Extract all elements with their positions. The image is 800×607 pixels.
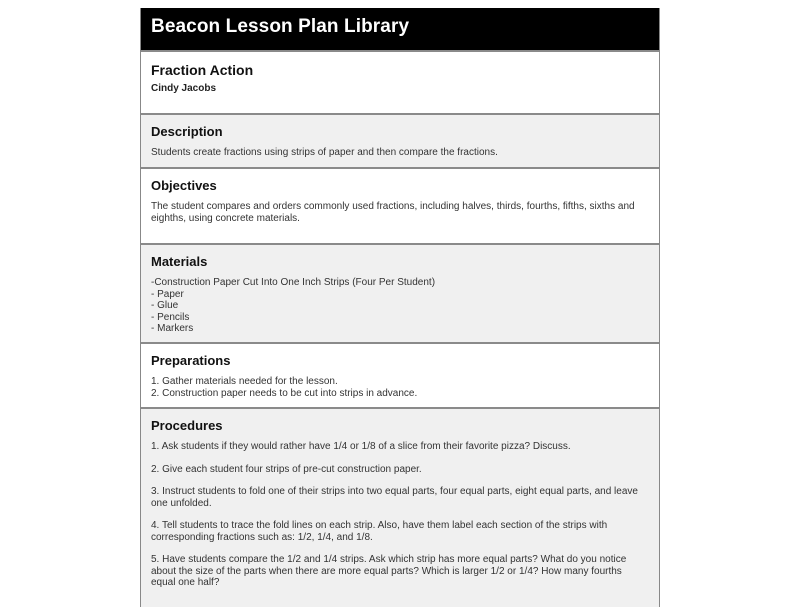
materials-heading: Materials — [151, 254, 208, 269]
preparations-section — [141, 342, 659, 407]
lesson-author: Cindy Jacobs — [151, 83, 217, 94]
preparations-list — [151, 376, 649, 399]
objectives-text: The student compares and orders commonly used fractions, including halves, thirds, fourths, fifths, sixths and eighths, using concrete materials. — [151, 201, 635, 224]
procedures-heading: Procedures — [151, 418, 223, 433]
description-heading: Description — [151, 124, 223, 139]
objectives-section — [141, 167, 659, 243]
materials-item: -Construction Paper Cut Into One Inch Strips (Four Per Student) — [151, 277, 436, 288]
procedures-section — [141, 407, 659, 607]
site-banner — [141, 8, 659, 50]
description-section — [141, 113, 659, 167]
preparations-heading: Preparations — [151, 353, 231, 368]
materials-item: - Paper — [151, 288, 184, 300]
materials-section — [141, 243, 659, 342]
description-text: Students create fractions using strips of paper and then compare the fractions. — [151, 147, 498, 158]
objectives-heading: Objectives — [151, 178, 217, 193]
preparations-item: 1. Gather materials needed for the lesson. — [151, 376, 338, 387]
materials-item: - Markers — [151, 323, 194, 334]
materials-list — [151, 277, 649, 335]
lesson-title-section — [141, 50, 659, 113]
lesson-plan-page — [140, 8, 660, 607]
procedure-step: 4. Tell students to trace the fold lines on each strip. Also, have them label each section of the strips with corresponding fractions such as: 1/2, 1/4, and 1/8. — [151, 520, 608, 543]
materials-item: - Pencils — [151, 311, 190, 323]
site-title: Beacon Lesson Plan Library — [151, 16, 410, 37]
preparations-item: 2. Construction paper needs to be cut into strips in advance. — [151, 387, 418, 399]
procedure-step: 3. Instruct students to fold one of their strips into two equal parts, four equal parts, eight equal parts, and leave one unfolded. — [151, 486, 638, 509]
procedure-step: 2. Give each student four strips of pre-cut construction paper. — [151, 463, 422, 475]
lesson-title: Fraction Action — [151, 62, 254, 78]
procedure-step: 1. Ask students if they would rather have 1/4 or 1/8 of a slice from their favorite pizza? Discuss. — [151, 441, 571, 452]
procedures-list — [151, 441, 649, 589]
procedure-step: 5. Have students compare the 1/2 and 1/4 strips. Ask which strip has more equal parts? What do you notice about the size of the parts when there are more equal parts? Which is larger 1/2 or 1/4? How many fourths equal one half? — [151, 554, 627, 588]
materials-item: - Glue — [151, 300, 179, 311]
